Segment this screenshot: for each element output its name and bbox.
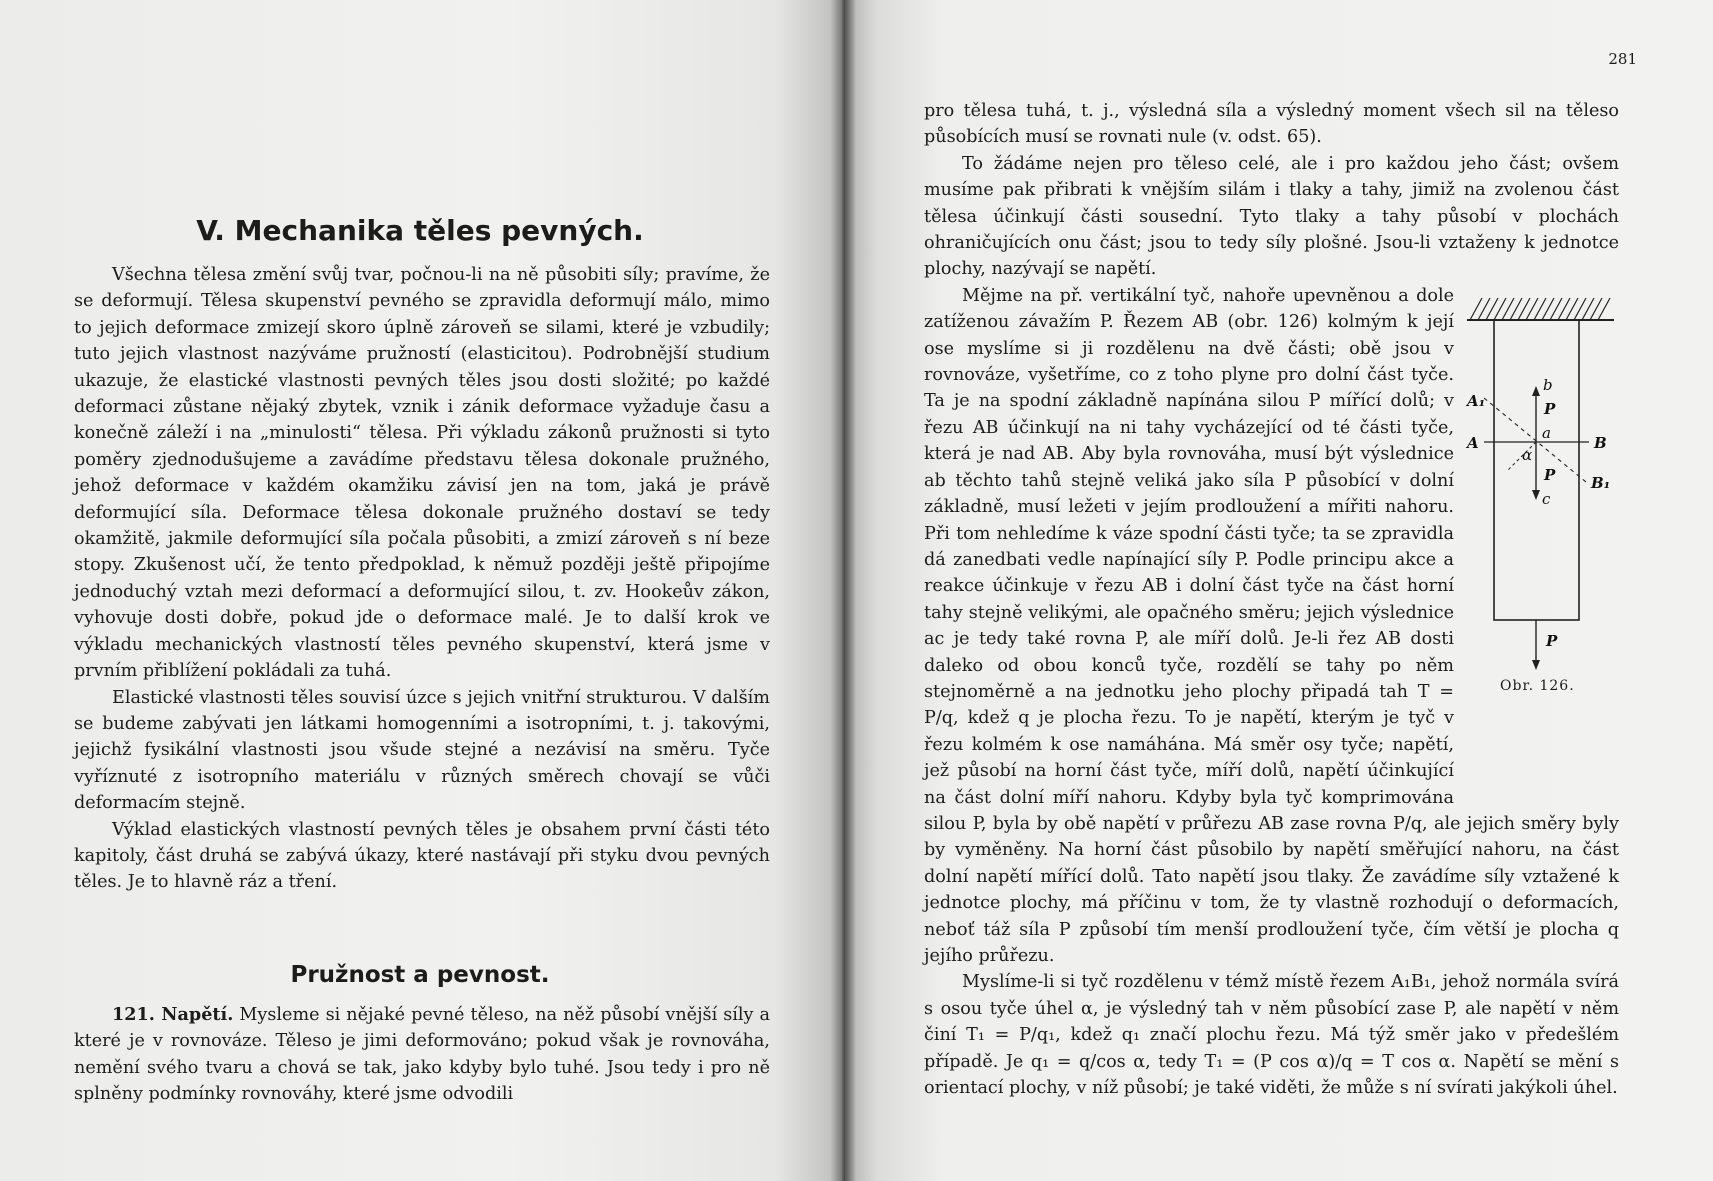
paragraph: pro tělesa tuhá, t. j., výsledná síla a výsledný moment všech sil na těleso působících musí se rovnati nule (v. odst. 65). (924, 101, 1619, 148)
label-b1: B₁ (1591, 474, 1611, 492)
label-p-mid: P (1544, 466, 1556, 484)
paragraph: Elastické vlastnosti těles souvisí úzce s jejich vnitřní strukturou. V dalším se budeme zabývati jen látkami homogenními a isotropními, t. j. takovými, jejichž fysikální vlastnosti jsou všude stejné a nezávisí na směru. Tyče vyříznuté z isotropního materiálu v různých směrech chovají se vůči deformacím stejně. (74, 687, 770, 814)
label-a1: A₁ (1467, 392, 1486, 410)
section-text: Mysleme si nějaké pevné těleso, na něž působí vnější síly a které je v rovnováze. Těleso je jimi deformováno; pokud však je rovnováha, nemění svého tvaru a chová se tak, jako kdyby bylo tuhé. Jsou tedy i pro ně splněny podmínky rovnováhy, které jsme odvodili (74, 1005, 771, 1105)
label-p-bottom: P (1546, 632, 1558, 650)
paragraph: Mějme na př. vertikální tyč, nahoře upevněnou a dole zatíženou závažím P. Řezem AB (obr. 126) kolmým k její ose myslíme si ji rozdělenu na dvě části; obě jsou v rovnováze, vyšetříme, co z toho plyne pro dolní část tyče. Ta je na spodní základně napínána silou P mířící dolů; v řezu AB účinkují na ni tahy vycházející od té části tyče, která je nad AB. Aby byla rovnováha, musí být výslednice ab těchto tahů stejně veliká jako síla P působící v dolní základně, musí ležeti v jejím prodloužení a mířiti nahoru. Při tom nehledíme k váze spodní části tyče; ta se zpravidla dá zanedbati vedle napínající síly P. Podle principu akce a reakce účinkuje v řezu AB i dolní část tyče na část horní tahy stejně velikými, ale opačného směru; jejich výslednice ac je tedy také rovna P, ale míří dolů. Je-li řez AB dosti daleko od obou konců tyče, rozdělí se tahy po něm stejnoměrně a na jednotku jeho plochy připadá tah T = P/q, kdež q je plocha řezu. To je napětí, kterým je tyč v řezu kolmém k ose namáhána. Má směr osy tyče; napětí, jež působí na horní část tyče, míří dolů, napětí účinkující na část dolní míří nahoru. Kdyby byla tyč komprimována silou P, byla by obě napětí v průřezu AB zase rovna P/q, ale jejich směry byly by vyměněny. Na horní část působilo by napětí směřující nahoru, na část dolní napětí mířící dolů. Tato napětí jsou tlaky. Že zavádíme síly vztažené k jednotce plochy, má příčinu v tom, že ty vlastně rozhodují o deformacích, neboť táž síla P způsobí tím menší prodloužení tyče, čím větší je plocha q jejího průřezu. (924, 285, 1619, 966)
page-number: 281 (1608, 50, 1637, 68)
arrow-up-icon (1532, 386, 1540, 396)
chapter-title: V. Mechanika těles pevných. (196, 214, 644, 247)
figure-caption: Obr. 126. (1500, 678, 1575, 694)
label-a-small: a (1542, 424, 1551, 442)
label-b-small: b (1543, 376, 1553, 394)
section-body (74, 1002, 770, 1108)
paragraph: Myslíme-li si tyč rozdělenu v témž místě řezem A₁B₁, jehož normála svírá s osou tyče úhel α, je výsledný tah v něm působící zase P, ale napětí v něm činí T₁ = P/q₁, kdež q₁ značí plochu řezu. Má týž směr jako v předešlém případě. Je q₁ = q/cos α, tedy T₁ = (P cos α)/q = T cos α. Napětí se mění s orientací plochy, v níž působí; je také viděti, že může s ní svírati jakýkoli úhel. (924, 972, 1619, 1099)
arrow-down-icon (1532, 490, 1540, 500)
cut-a1b1 (1484, 398, 1586, 482)
label-a: A (1467, 434, 1479, 452)
figure-126-diagram (1464, 292, 1619, 702)
paragraph: Výklad elastických vlastností pevných těles je obsahem první části této kapitoly, část druhá se zabývá úkazy, které nastávají při styku dvou pevných těles. Je to hlavně ráz a tření. (74, 819, 770, 893)
left-page (0, 0, 842, 1181)
left-page-body (74, 262, 770, 896)
paragraph: To žádáme nejen pro těleso celé, ale i pro každou jeho část; ovšem musíme pak přibrati k vnějším silám i tlaky a tahy, jimiž na zvolenou část tělesa účinkují části sousední. Tyto tlaky a tahy působí v plochách ohraničujících onu část; jsou to tedy síly plošné. Jsou-li vztaženy k jednotce plochy, nazývají se napětí. (924, 153, 1619, 280)
right-page (842, 0, 1713, 1181)
label-alpha: α (1522, 446, 1533, 464)
arrow-down-icon (1532, 660, 1540, 670)
paragraph (74, 1002, 770, 1108)
label-b: B (1594, 434, 1607, 452)
book-gutter (830, 0, 856, 1181)
label-p-top: P (1544, 400, 1556, 418)
label-c-small: c (1542, 490, 1551, 508)
figure-labels (1465, 376, 1610, 650)
section-title: Pružnost a pevnost. (290, 962, 550, 988)
ceiling-hatch (1470, 298, 1610, 320)
paragraph: Všechna tělesa změní svůj tvar, počnou-li na ně působiti síly; pravíme, že se deformují. Tělesa skupenství pevného se zpravidla deformují málo, mimo to jejich deformace zmizejí skoro úplně zároveň se silami, které je vzbudily; tuto jejich vlastnost nazýváme pružností (elasticitou). Podrobnější studium ukazuje, že elastické vlastnosti pevných těles jsou dosti složité; po každé deformaci zůstane nějaký zbytek, vznik i zánik deformace vyžaduje času a konečně záleží i na „minulosti“ tělesa. Při výkladu zákonů pružnosti si tyto poměry zjednodušujeme a zavádíme představu tělesa dokonale pružného, jehož deformace v každém okamžiku závisí jen na tom, jaká je právě deformující síla. Deformace tělesa dokonale pružného dostaví se tedy okamžitě, jakmile deformující síla počala působiti, a zmizí zároveň s ní beze stopy. Zkušenost učí, že tento předpoklad, k němuž později ještě připojíme jednoduchý vztah mezi deformací a deformující silou, t. zv. Hookeův zákon, vyhovuje dosti dobře, pokud jde o deformace malé. Je to další krok ve výkladu mechanických vlastností těles pevného skupenství, která jsme v prvním přiblížení pokládali za tuhá. (74, 265, 770, 682)
section-heading: 121. Napětí. (112, 1004, 234, 1025)
